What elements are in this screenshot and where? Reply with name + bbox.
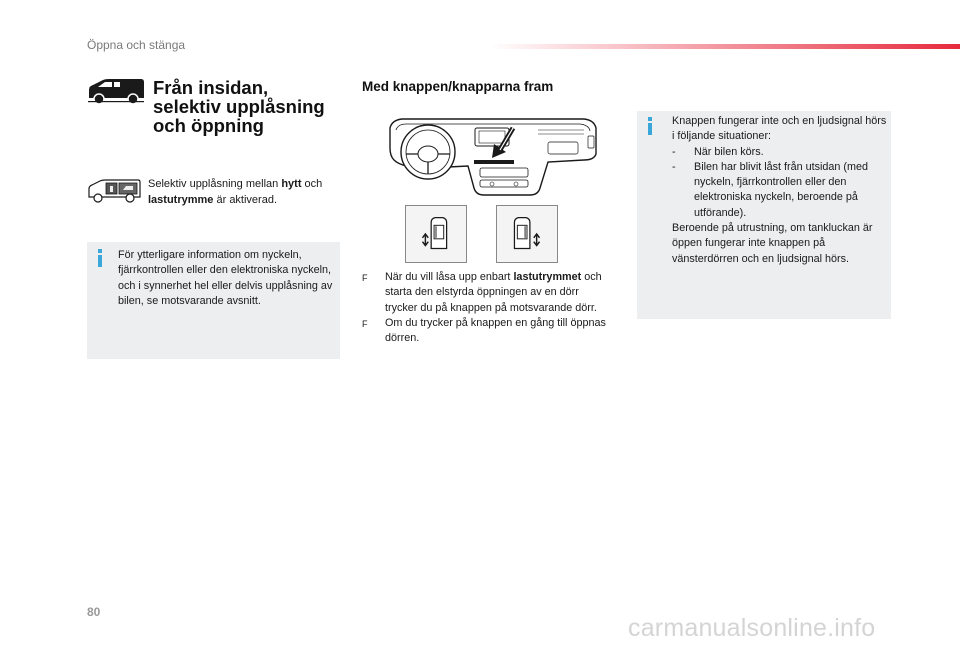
info-box-right (637, 111, 891, 319)
watermark: carmanualsonline.info (628, 614, 876, 642)
main-title (153, 78, 353, 135)
intro-bold-cargo: lastutrymme (148, 194, 214, 206)
instruction-list (362, 270, 612, 346)
bullet-text-part: och starta den elstyrda öppningen av en dörr trycker du på knappen på motsvarande dörr. (385, 271, 602, 314)
van-cargo-icon (86, 178, 142, 204)
intro-text-part: Selektiv upplåsning mellan (148, 178, 282, 190)
bullet-bold-cargo: lastutrymmet (513, 271, 582, 283)
main-title-line-3: och öppning (153, 115, 264, 136)
bullet-mark: F (362, 318, 368, 329)
dash-mark: - (672, 160, 676, 173)
info-intro: Knappen fungerar inte och en ljudsignal hörs i följande situationer: (672, 115, 887, 143)
main-title-line-2: selektiv upplåsning (153, 96, 325, 117)
list-item (672, 160, 887, 221)
van-icon (86, 77, 146, 105)
list-item-text: När bilen körs. (694, 145, 764, 158)
list-item (362, 316, 612, 347)
bullet-text-1 (385, 270, 612, 316)
bullet-text-part: När du vill låsa upp enbart (385, 271, 514, 283)
intro-text-part: och (301, 178, 323, 190)
right-door-button-panel (496, 205, 558, 263)
left-door-button-panel (405, 205, 467, 263)
list-item (362, 270, 612, 316)
intro-text-part: är aktiverad. (213, 194, 278, 206)
info-text-right (672, 114, 887, 267)
info-box-left (87, 242, 340, 359)
info-text-left: För ytterligare information om nyckeln, fjärrkontrollen eller den elektroniska nyckeln, och i synnerhet hel eller delvis upplåsning av bilen, se motsvarande avsnitt. (118, 249, 333, 307)
main-title-line-1: Från insidan, (153, 77, 269, 98)
sliding-door-button-icon (497, 206, 557, 262)
list-item-text: Bilen har blivit låst från utsidan (med nyckeln, fjärrkontrollen eller den elektroniska nyckeln, beroende på utförande). (694, 160, 869, 219)
info-icon (98, 249, 102, 267)
bullet-mark: F (362, 273, 368, 283)
list-item (672, 145, 887, 160)
info-icon (648, 117, 652, 135)
bullet-text-2: Om du trycker på knappen en gång till öppnas dörren. (385, 316, 606, 345)
info-outro: Beroende på utrustning, om tankluckan är öppen fungerar inte knappen på vänsterdörren och en ljudsignal hörs. (672, 222, 873, 265)
intro-text (148, 176, 348, 208)
dash-mark: - (672, 145, 676, 158)
header-accent-bar (490, 44, 960, 49)
intro-bold-cab: hytt (281, 178, 302, 190)
page-number: 80 (87, 605, 101, 619)
dashboard-illustration (388, 116, 598, 198)
page-section-title: Öppna och stänga (87, 38, 186, 52)
sliding-door-button-icon (406, 206, 466, 262)
section-heading: Med knappen/knapparna fram (362, 79, 554, 94)
